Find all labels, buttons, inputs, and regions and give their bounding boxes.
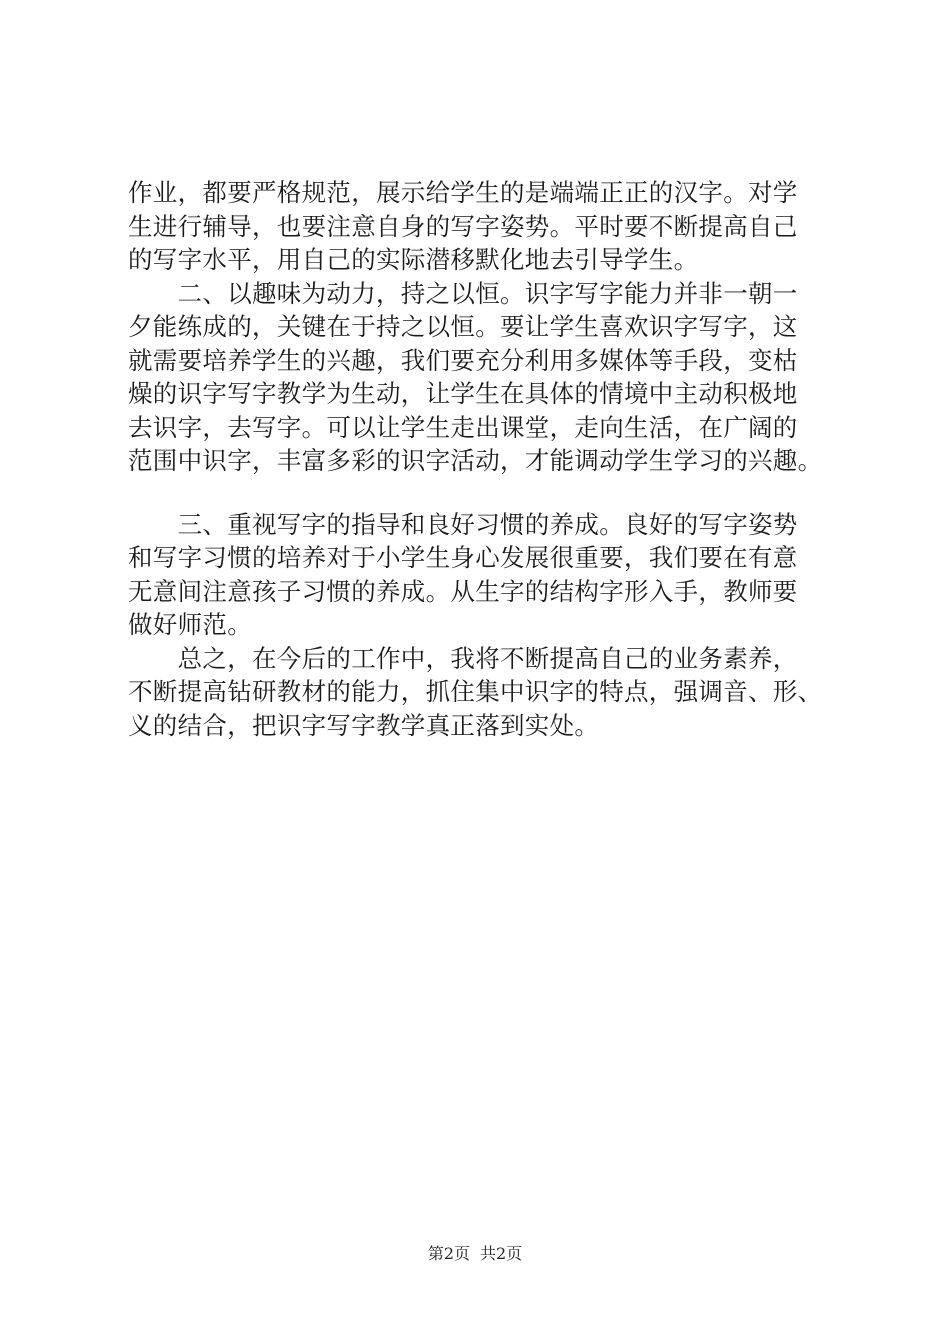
text-line: 三、重视写字的指导和良好习惯的养成。良好的写字姿势: [128, 509, 798, 539]
page-number: 第2页: [427, 1244, 470, 1263]
text-line: 作业，都要严格规范，展示给学生的是端端正正的汉字。对学: [128, 178, 798, 207]
text-line: 燥的识字写字教学为生动，让学生在具体的情境中主动积极地: [128, 379, 798, 408]
text-line: 生进行辅导，也要注意自身的写字姿势。平时要不断提高自己: [128, 211, 798, 241]
text-line: 去识字，去写字。可以让学生走出课堂，走向生活，在广阔的: [128, 412, 798, 442]
text-line: 就需要培养学生的兴趣，我们要充分利用多媒体等手段，变枯: [128, 345, 798, 375]
text-line: 无意间注意孩子习惯的养成。从生字的结构字形入手，教师要: [128, 576, 798, 606]
page-footer: [0, 1243, 950, 1265]
text-line: 和写字习惯的培养对于小学生身心发展很重要，我们要在有意: [128, 543, 798, 572]
text-line: 的写字水平，用自己的实际潜移默化地去引导学生。: [128, 245, 699, 274]
text-line: 二、以趣味为动力，持之以恒。识字写字能力并非一朝一: [128, 278, 798, 308]
page-total: 共2页: [480, 1244, 523, 1263]
text-line: 义的结合，把识字写字教学真正落到实处。: [128, 710, 600, 740]
text-line: 做好师范。: [128, 610, 252, 639]
document-body: [128, 176, 828, 742]
text-line: 总之，在今后的工作中，我将不断提高自己的业务素养，: [128, 643, 798, 673]
paragraph-gap: [128, 478, 828, 508]
text-line: 夕能练成的，关键在于持之以恒。要让学生喜欢识字写字，这: [128, 312, 798, 341]
text-line: 不断提高钻研教材的能力，抓住集中识字的特点，强调音、形、: [128, 677, 823, 706]
text-line: 范围中识字，丰富多彩的识字活动，才能调动学生学习的兴趣。: [128, 446, 823, 475]
